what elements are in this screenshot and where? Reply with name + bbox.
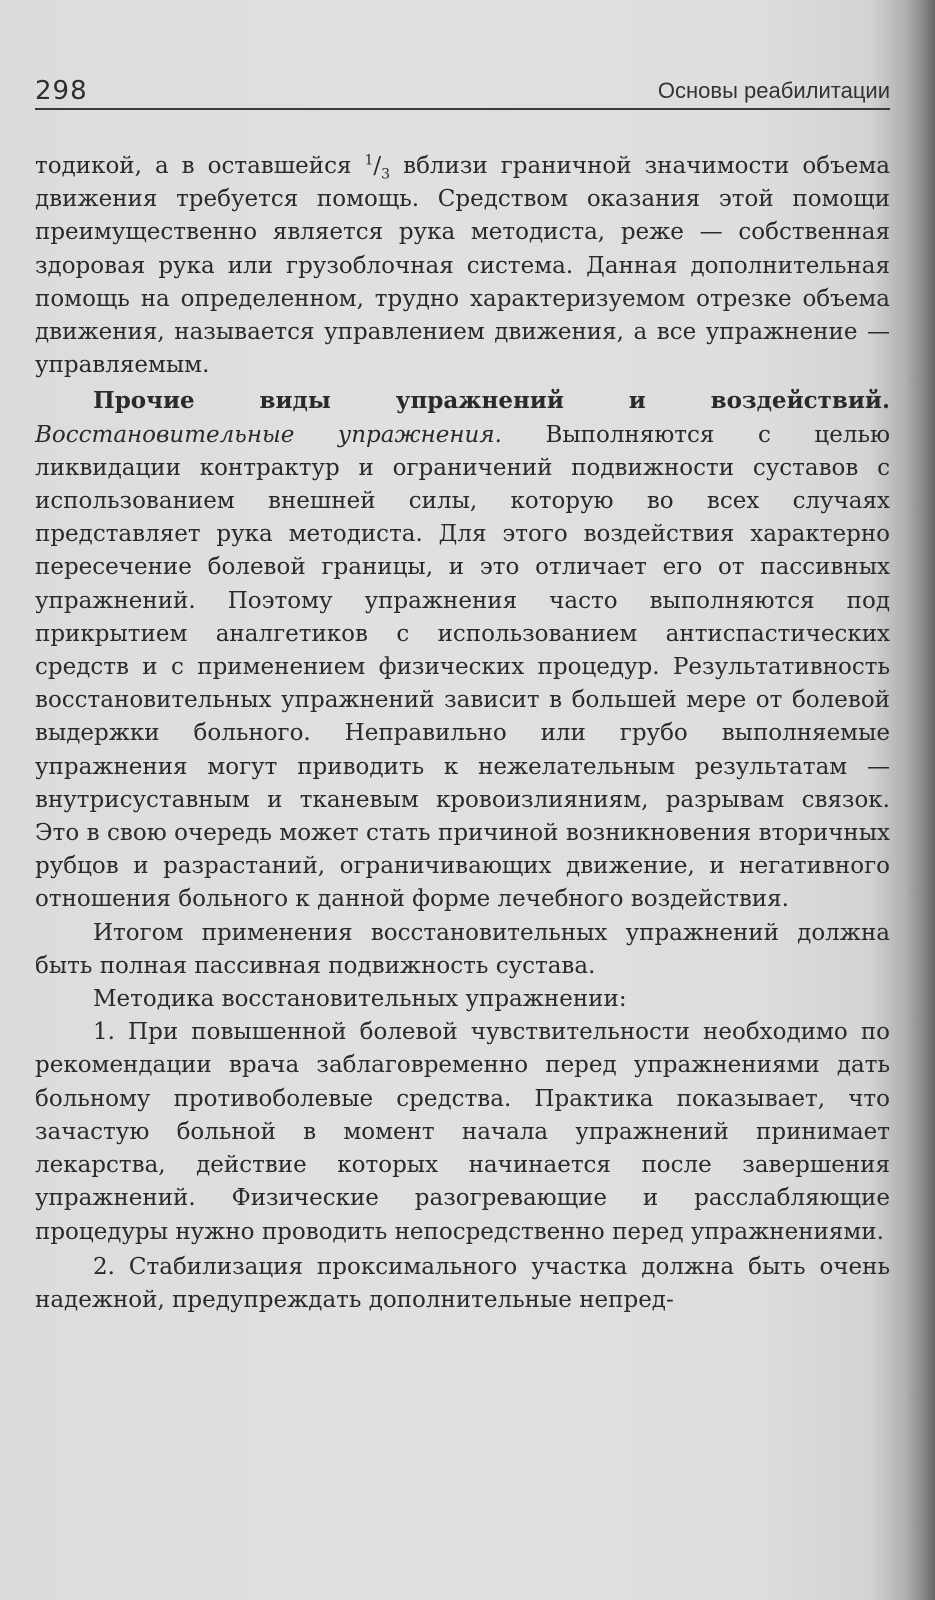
paragraph-4: Методика восстановительных упражнении: bbox=[93, 986, 627, 1013]
page-spine-shadow bbox=[905, 0, 935, 1600]
paragraph-1 bbox=[35, 150, 890, 382]
fraction-slash: / bbox=[373, 153, 382, 179]
page-header bbox=[35, 74, 890, 110]
page-body bbox=[35, 150, 890, 1317]
subsection-heading: Восстановительные упражнения. bbox=[35, 421, 502, 448]
fraction-denominator: 3 bbox=[381, 166, 391, 183]
running-title: Основы реабилитации bbox=[657, 78, 890, 103]
paragraph-1-start: тодикой, а в оставшейся bbox=[35, 153, 365, 179]
paragraph-5: 1. При повышенной болевой чувствительности необходимо по рекомендации врача заблаговременно перед упражнениями дать больному противоболевые средства. Практика показывает, что зачастую больной в момент начала упражнений принимает лекарства, действие которых начинается после завершения упражнений. Физические разогревающие и расслабляющие процедуры нужно проводить непосредственно перед упражнениями. bbox=[35, 1019, 890, 1245]
page-number: 298 bbox=[35, 76, 88, 106]
section-heading: Прочие виды упражнений и воздействий. bbox=[93, 387, 890, 415]
paragraph-1-rest: вблизи граничной значимости объема движения требуется помощь. Средством оказания этой помощи преимущественно является рука методиста, реже — собственная здоровая рука или грузоблочная система. Данная дополнительная помощь на определенном, трудно характеризуемом отрезке объема движения, называется управлением движения, а все упражнение — управляемым. bbox=[35, 153, 890, 379]
fraction-numerator: 1 bbox=[364, 152, 374, 169]
paragraph-6: 2. Стабилизация проксимального участка должна быть очень надежной, предупреждать дополнительные непред- bbox=[35, 1253, 890, 1313]
paragraph-3: Итогом применения восстановительных упражнений должна быть полная пассивная подвижность сустава. bbox=[35, 919, 890, 979]
paragraph-2-text: Выполняются с целью ликвидации контрактур и ограничений подвижности суставов с использованием внешней силы, которую во всех случаях представляет рука методиста. Для этого воздействия характерно пересечение болевой границы, и это отличает его от пассивных упражнений. Поэтому упражнения часто выполняются под прикрытием аналгетиков с использованием антиспастических средств и с применением физических процедур. Результативность восстановительных упражнений зависит в большей мере от болевой выдержки больного. Неправильно или грубо выполняемые упражнения могут приводить к нежелательным результатам — внутрисуставным и тканевым кровоизлияниям, разрывам связок. Это в свою очередь может стать причиной возникновения вторичных рубцов и разрастаний, ограничивающих движение, и негативного отношения больного к данной форме лечебного воздействия. bbox=[35, 421, 890, 913]
paragraph-2 bbox=[35, 384, 890, 916]
